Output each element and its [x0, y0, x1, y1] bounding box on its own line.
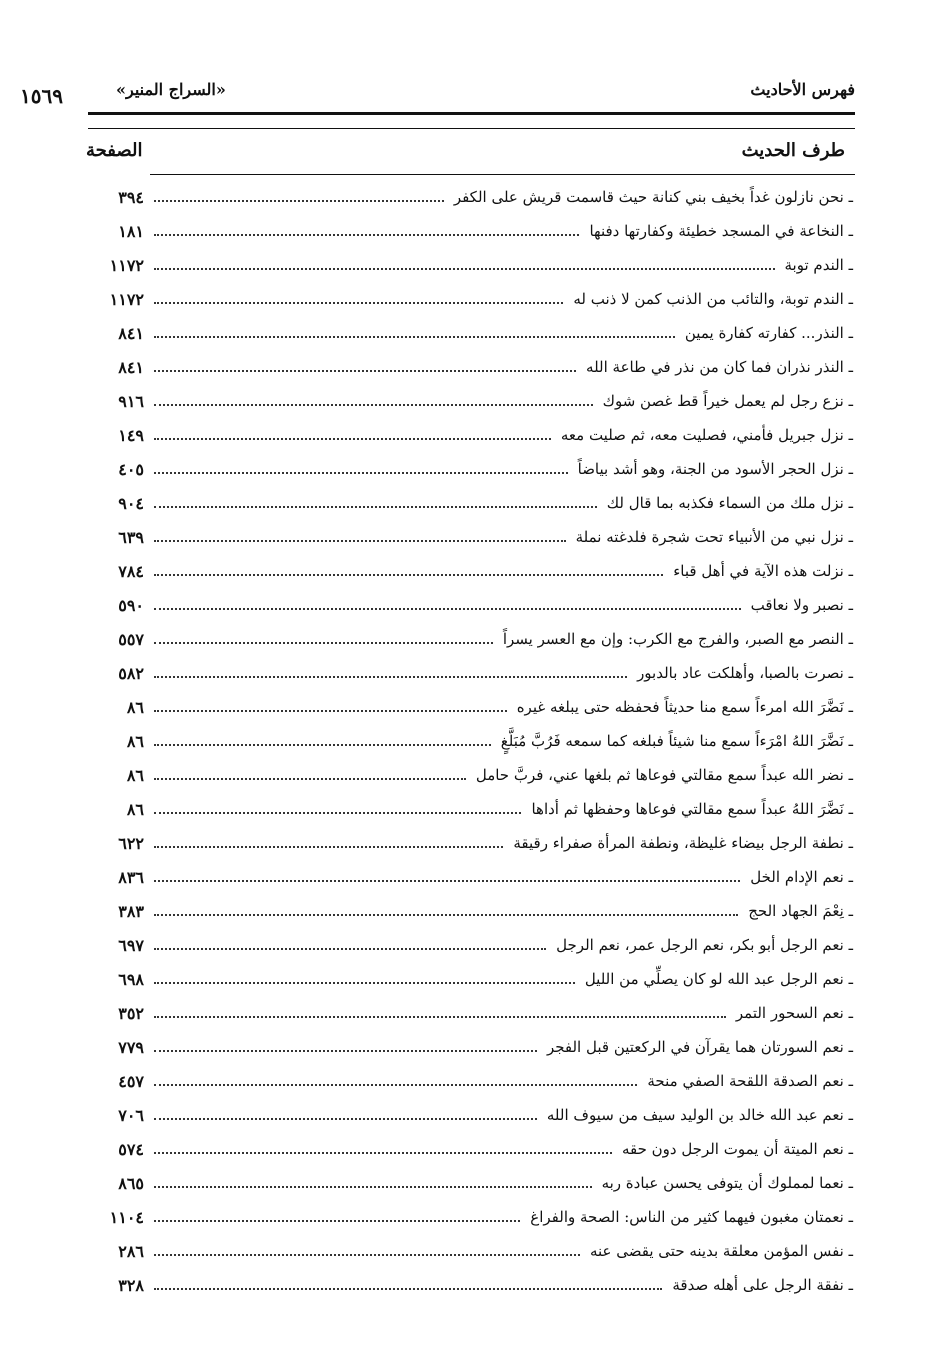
hadith-text: ـ نضر الله عبداً سمع مقالتي فوعاها ثم بلغها عني، فربَّ حامل	[475, 766, 853, 784]
page-ref: ٤٠٥	[118, 459, 144, 479]
header-rule-thin	[88, 128, 855, 129]
list-item	[78, 622, 853, 656]
dot-leader	[154, 642, 493, 644]
dot-leader	[154, 1288, 662, 1290]
dot-leader	[154, 574, 663, 576]
list-item	[78, 690, 853, 724]
page-ref: ٥٨٢	[118, 663, 144, 683]
running-header	[20, 76, 855, 116]
hadith-text: ـ نزل نبي من الأنبياء تحت شجرة فلدغته نملة	[575, 528, 853, 546]
list-item	[78, 792, 853, 826]
index-title: فهرس الأحاديث	[750, 80, 855, 99]
hadith-text: ـ نفس المؤمن معلقة بدينه حتى يقضى عنه	[589, 1242, 853, 1260]
list-item	[78, 180, 853, 214]
dot-leader	[154, 676, 627, 678]
page-ref: ٨٦	[126, 731, 144, 751]
hadith-text: ـ نحن نازلون غداً بخيف بني كنانة حيث قاسمت قريش على الكفر	[453, 188, 853, 206]
list-item	[78, 384, 853, 418]
page-ref: ٧٧٩	[118, 1037, 144, 1057]
dot-leader	[154, 472, 568, 474]
dot-leader	[154, 982, 575, 984]
hadith-text: ـ نعم السورتان هما يقرآن في الركعتين قبل الفجر	[546, 1038, 853, 1056]
dot-leader	[154, 506, 597, 508]
dot-leader	[154, 778, 466, 780]
list-item	[78, 520, 853, 554]
page-ref: ٤٥٧	[118, 1071, 144, 1091]
column-header-rule	[150, 174, 855, 175]
hadith-index-list	[78, 180, 853, 1302]
page-ref: ٨٣٦	[118, 867, 144, 887]
page-ref: ٣٩٤	[118, 187, 144, 207]
list-item	[78, 894, 853, 928]
book-title: «السراج المنير»	[116, 80, 226, 99]
dot-leader	[154, 1118, 537, 1120]
page-ref: ٥٥٧	[118, 629, 144, 649]
list-item	[78, 588, 853, 622]
page-ref: ٥٧٤	[118, 1139, 144, 1159]
page-ref: ١٨١	[118, 221, 144, 241]
list-item	[78, 1200, 853, 1234]
hadith-text: ـ نعم السحور التمر	[735, 1004, 853, 1022]
list-item	[78, 214, 853, 248]
dot-leader	[154, 268, 775, 270]
dot-leader	[154, 438, 551, 440]
page-ref: ٣٥٢	[118, 1003, 144, 1023]
list-item	[78, 316, 853, 350]
dot-leader	[154, 914, 738, 916]
dot-leader	[154, 1152, 612, 1154]
dot-leader	[154, 370, 576, 372]
dot-leader	[154, 1016, 726, 1018]
hadith-text: ـ نزل جبريل فأمني، فصليت معه، ثم صليت معه	[560, 426, 853, 444]
hadith-text: ـ نَضَّرَ الله امرءاً سمع منا حديثاً فحفظه حتى يبلغه غيره	[516, 698, 853, 716]
page-ref: ١١٠٤	[109, 1207, 144, 1227]
hadith-text: ـ الندم توبة	[784, 256, 853, 274]
hadith-text: ـ النخاعة في المسجد خطيئة وكفارتها دفنها	[589, 222, 853, 240]
list-item	[78, 1098, 853, 1132]
list-item	[78, 248, 853, 282]
list-item	[78, 724, 853, 758]
hadith-text: ـ نزع رجل لم يعمل خيراً قط غصن شوك	[602, 392, 853, 410]
list-item	[78, 282, 853, 316]
dot-leader	[154, 608, 741, 610]
hadith-text: ـ نَضَّرَ اللهُ عبداً سمع مقالتي فوعاها وحفظها ثم أداها	[531, 800, 853, 818]
list-item	[78, 486, 853, 520]
list-item	[78, 826, 853, 860]
hadith-text: ـ نِعْمَ الجهاد الحج	[748, 902, 853, 920]
list-item	[78, 656, 853, 690]
page-ref: ٧٠٦	[118, 1105, 144, 1125]
page-ref: ٣٨٣	[118, 901, 144, 921]
hadith-text: ـ نَضَّرَ اللهُ امْرَءاً سمع منا شيئاً فبلغه كما سمعه فَرُبَّ مُبَلَّغٍ	[500, 732, 853, 750]
hadith-text: ـ نعم الرجل أبو بكر، نعم الرجل عمر، نعم الرجل	[556, 936, 853, 954]
page-ref: ٥٩٠	[118, 595, 144, 615]
list-item	[78, 554, 853, 588]
page-ref: ٧٨٤	[118, 561, 144, 581]
page-ref: ٦٣٩	[118, 527, 144, 547]
dot-leader	[154, 880, 740, 882]
list-item	[78, 452, 853, 486]
page-ref: ٦٩٨	[118, 969, 144, 989]
list-item	[78, 1064, 853, 1098]
hadith-text: ـ الندم توبة، والتائب من الذنب كمن لا ذنب له	[573, 290, 853, 308]
dot-leader	[154, 1254, 580, 1256]
hadith-text: ـ نعم الرجل عبد الله لو كان يصلِّي من الليل	[584, 970, 853, 988]
hadith-text: ـ نعم عبد الله خالد بن الوليد سيف من سيوف الله	[546, 1106, 853, 1124]
hadith-text: ـ نصرت بالصبا، وأهلكت عاد بالدبور	[637, 664, 853, 682]
page-ref: ٦٢٢	[118, 833, 144, 853]
list-item	[78, 1268, 853, 1302]
list-item	[78, 1234, 853, 1268]
page-ref: ٨٦	[126, 799, 144, 819]
page-ref: ١١٧٢	[109, 289, 144, 309]
hadith-text: ـ نعمتان مغبون فيهما كثير من الناس: الصحة والفراغ	[530, 1208, 853, 1226]
list-item	[78, 928, 853, 962]
hadith-text: ـ نصبر ولا نعاقب	[750, 596, 853, 614]
dot-leader	[154, 234, 579, 236]
hadith-text: ـ نعم الميتة أن يموت الرجل دون حقه	[621, 1140, 853, 1158]
dot-leader	[154, 302, 563, 304]
hadith-text: ـ نزل ملك من السماء فكذبه بما قال لك	[606, 494, 853, 512]
hadith-text: ـ نعم الصدقة اللقحة الصفي منحة	[647, 1072, 853, 1090]
list-item	[78, 1166, 853, 1200]
page-ref: ٣٢٨	[118, 1275, 144, 1295]
list-item	[78, 996, 853, 1030]
column-header-page: الصفحة	[86, 140, 143, 161]
page-ref: ٨٦	[126, 765, 144, 785]
column-header-hadith: طرف الحديث	[741, 140, 845, 161]
dot-leader	[154, 948, 546, 950]
dot-leader	[154, 1084, 637, 1086]
hadith-text: ـ نزل الحجر الأسود من الجنة، وهو أشد بياضاً	[577, 460, 853, 478]
dot-leader	[154, 1220, 520, 1222]
page-ref: ٢٨٦	[118, 1241, 144, 1261]
dot-leader	[154, 1050, 537, 1052]
hadith-text: ـ نعم الإدام الخل	[750, 868, 853, 886]
dot-leader	[154, 846, 503, 848]
dot-leader	[154, 540, 566, 542]
hadith-text: ـ النذر نذران فما كان من نذر في طاعة الله	[586, 358, 853, 376]
page-ref: ٨٤١	[118, 357, 144, 377]
page-ref: ١٤٩	[118, 425, 144, 445]
page-ref: ٦٩٧	[118, 935, 144, 955]
hadith-text: ـ نزلت هذه الآية في أهل قباء	[673, 562, 853, 580]
hadith-text: ـ نعما لمملوك أن يتوفى يحسن عبادة ربه	[601, 1174, 853, 1192]
hadith-text: ـ النصر مع الصبر، والفرج مع الكرب: وإن مع العسر يسراً	[502, 630, 853, 648]
list-item	[78, 418, 853, 452]
page-ref: ١١٧٢	[109, 255, 144, 275]
list-item	[78, 758, 853, 792]
dot-leader	[154, 200, 444, 202]
dot-leader	[154, 336, 675, 338]
dot-leader	[154, 404, 593, 406]
list-item	[78, 350, 853, 384]
list-item	[78, 1132, 853, 1166]
list-item	[78, 1030, 853, 1064]
list-item	[78, 860, 853, 894]
dot-leader	[154, 1186, 592, 1188]
hadith-text: ـ نفقة الرجل على أهله صدقة	[672, 1276, 853, 1294]
dot-leader	[154, 744, 491, 746]
dot-leader	[154, 710, 507, 712]
page-ref: ٨٤١	[118, 323, 144, 343]
hadith-text: ـ النذر... كفارته كفارة يمين	[684, 324, 853, 342]
page-ref: ٨٦٥	[118, 1173, 144, 1193]
page-ref: ٨٦	[126, 697, 144, 717]
page-ref: ٩١٦	[118, 391, 144, 411]
list-item	[78, 962, 853, 996]
header-rule-thick	[88, 112, 855, 115]
page-ref: ٩٠٤	[118, 493, 144, 513]
page-number: ١٥٦٩	[20, 84, 63, 108]
dot-leader	[154, 812, 521, 814]
hadith-text: ـ نطفة الرجل بيضاء غليظة، ونطفة المرأة صفراء رقيقة	[513, 834, 853, 852]
